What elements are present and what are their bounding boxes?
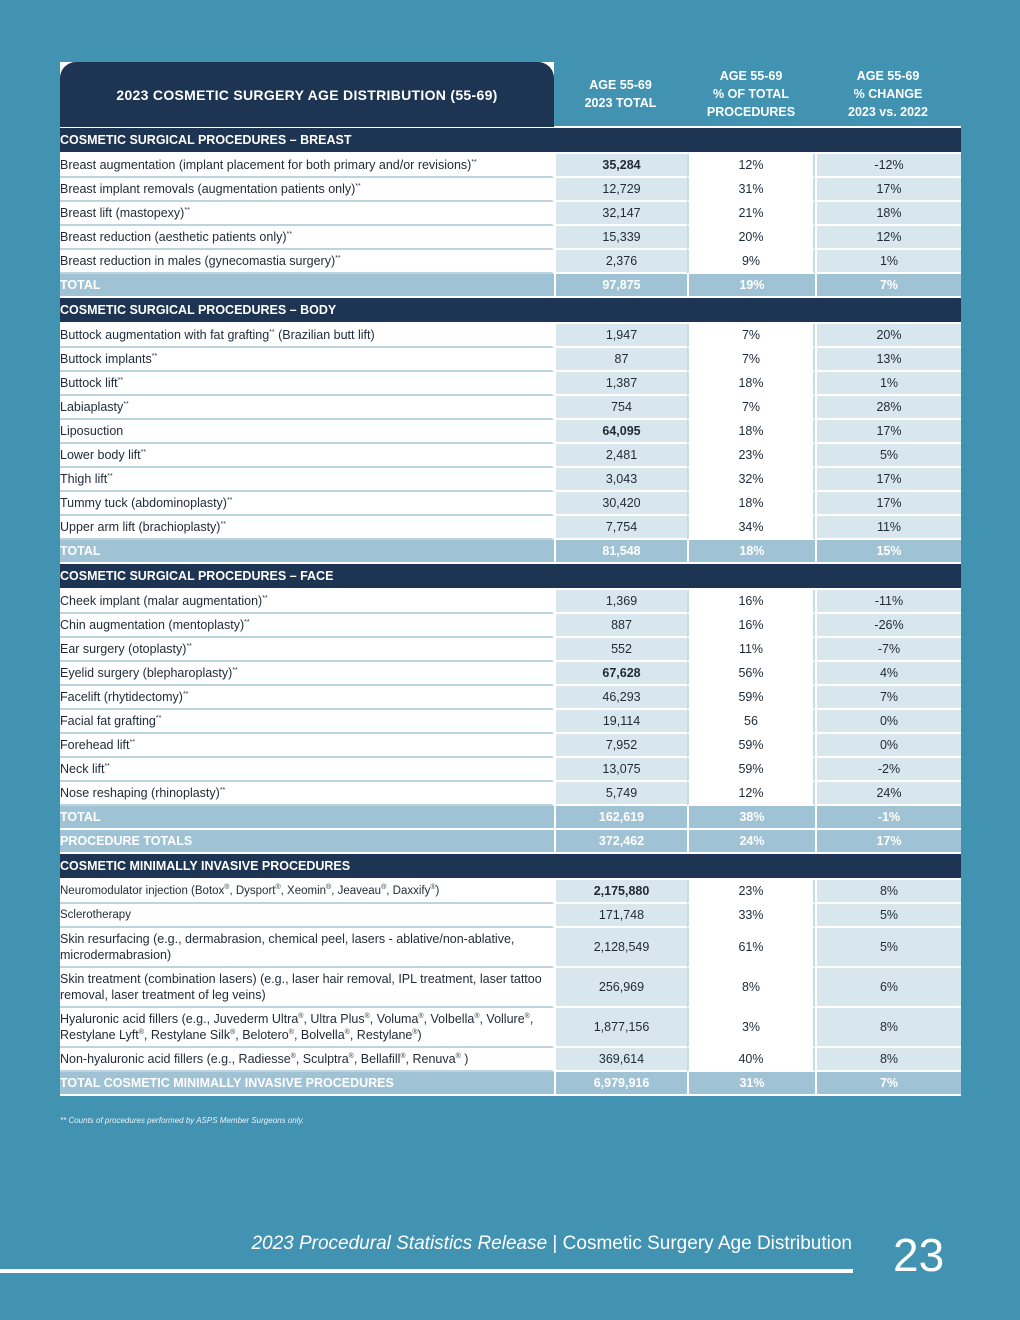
procedure-label: Breast implant removals (augmentation patients only)** xyxy=(60,178,554,202)
total-value: 30,420 xyxy=(554,492,687,516)
footer-section: Cosmetic Surgery Age Distribution xyxy=(562,1233,852,1254)
procedure-label: Nose reshaping (rhinoplasty)** xyxy=(60,782,554,806)
change-value: 8% xyxy=(815,880,961,904)
table-row xyxy=(60,516,961,540)
table-row xyxy=(60,348,961,372)
percent-value: 18% xyxy=(687,540,815,564)
percent-value: 32% xyxy=(687,468,815,492)
change-value: 8% xyxy=(815,1008,961,1048)
change-value: 0% xyxy=(815,734,961,758)
procedure-label: Skin resurfacing (e.g., dermabrasion, chemical peel, lasers - ablative/non-ablative, microdermabrasion) xyxy=(60,928,554,968)
table-row xyxy=(60,638,961,662)
percent-value: 23% xyxy=(687,880,815,904)
procedure-label: Labiaplasty** xyxy=(60,396,554,420)
percent-value: 18% xyxy=(687,372,815,396)
table-row xyxy=(60,968,961,1008)
procedure-label: Breast reduction (aesthetic patients only)** xyxy=(60,226,554,250)
col-header-percent: AGE 55-69 % OF TOTAL PROCEDURES xyxy=(687,62,815,128)
change-value: 24% xyxy=(815,782,961,806)
section-header-row xyxy=(60,854,961,880)
percent-value: 61% xyxy=(687,928,815,968)
change-value: -26% xyxy=(815,614,961,638)
table-row xyxy=(60,734,961,758)
change-value: 17% xyxy=(815,420,961,444)
percent-value: 7% xyxy=(687,348,815,372)
table-title: 2023 COSMETIC SURGERY AGE DISTRIBUTION (55-69) xyxy=(60,62,554,128)
table-row xyxy=(60,178,961,202)
total-value: 32,147 xyxy=(554,202,687,226)
section-header-row xyxy=(60,298,961,324)
procedure-label: Neck lift** xyxy=(60,758,554,782)
percent-value: 9% xyxy=(687,250,815,274)
procedure-label: Breast lift (mastopexy)** xyxy=(60,202,554,226)
change-value: 20% xyxy=(815,324,961,348)
change-value: 1% xyxy=(815,372,961,396)
change-value: 11% xyxy=(815,516,961,540)
total-value: 97,875 xyxy=(554,274,687,298)
percent-value: 21% xyxy=(687,202,815,226)
percent-value: 24% xyxy=(687,830,815,854)
percent-value: 7% xyxy=(687,396,815,420)
procedure-label: Forehead lift** xyxy=(60,734,554,758)
section-title: COSMETIC SURGICAL PROCEDURES – BODY xyxy=(60,298,961,324)
percent-value: 18% xyxy=(687,492,815,516)
footer-separator: | xyxy=(547,1233,563,1254)
total-value: 2,481 xyxy=(554,444,687,468)
procedure-label: Ear surgery (otoplasty)** xyxy=(60,638,554,662)
procedure-label: Buttock implants** xyxy=(60,348,554,372)
procedure-label: Cheek implant (malar augmentation)** xyxy=(60,590,554,614)
table-row xyxy=(60,492,961,516)
table-row xyxy=(60,1008,961,1048)
percent-value: 40% xyxy=(687,1048,815,1072)
change-value: 6% xyxy=(815,968,961,1008)
change-value: -12% xyxy=(815,154,961,178)
total-value: 552 xyxy=(554,638,687,662)
percent-value: 23% xyxy=(687,444,815,468)
total-value: 887 xyxy=(554,614,687,638)
percent-value: 11% xyxy=(687,638,815,662)
procedure-label: Non-hyaluronic acid fillers (e.g., Radiesse®, Sculptra®, Bellafill®, Renuva® ) xyxy=(60,1048,554,1072)
change-value: 0% xyxy=(815,710,961,734)
total-value: 1,369 xyxy=(554,590,687,614)
page-number: 23 xyxy=(893,1229,945,1281)
change-value: 12% xyxy=(815,226,961,250)
col-header-total: AGE 55-69 2023 TOTAL xyxy=(554,62,687,128)
change-value: 7% xyxy=(815,274,961,298)
total-value: 81,548 xyxy=(554,540,687,564)
percent-value: 59% xyxy=(687,758,815,782)
percent-value: 16% xyxy=(687,614,815,638)
section-title: COSMETIC SURGICAL PROCEDURES – FACE xyxy=(60,564,961,590)
percent-value: 33% xyxy=(687,904,815,928)
procedure-label: Chin augmentation (mentoplasty)** xyxy=(60,614,554,638)
total-value: 87 xyxy=(554,348,687,372)
table-row xyxy=(60,590,961,614)
total-value: 12,729 xyxy=(554,178,687,202)
table-row xyxy=(60,324,961,348)
footnote: ** Counts of procedures performed by ASPS Member Surgeons only. xyxy=(60,1116,305,1125)
change-value: -1% xyxy=(815,806,961,830)
total-value: 7,754 xyxy=(554,516,687,540)
change-value: 7% xyxy=(815,686,961,710)
percent-value: 3% xyxy=(687,1008,815,1048)
change-value: 15% xyxy=(815,540,961,564)
table-row xyxy=(60,250,961,274)
table-row xyxy=(60,396,961,420)
percent-value: 20% xyxy=(687,226,815,250)
change-value: 5% xyxy=(815,904,961,928)
total-label: PROCEDURE TOTALS xyxy=(60,830,554,854)
total-value: 369,614 xyxy=(554,1048,687,1072)
table-row xyxy=(60,420,961,444)
total-label: TOTAL xyxy=(60,540,554,564)
footer-title xyxy=(251,1233,852,1255)
change-value: 18% xyxy=(815,202,961,226)
section-title: COSMETIC MINIMALLY INVASIVE PROCEDURES xyxy=(60,854,961,880)
percent-value: 31% xyxy=(687,1072,815,1096)
table-row xyxy=(60,686,961,710)
table-row xyxy=(60,372,961,396)
total-label: TOTAL COSMETIC MINIMALLY INVASIVE PROCEDURES xyxy=(60,1072,554,1096)
table-row xyxy=(60,710,961,734)
percent-value: 19% xyxy=(687,274,815,298)
table-row xyxy=(60,758,961,782)
change-value: 7% xyxy=(815,1072,961,1096)
procedure-label: Buttock augmentation with fat grafting** (Brazilian butt lift) xyxy=(60,324,554,348)
table-body xyxy=(60,128,961,1096)
change-value: -7% xyxy=(815,638,961,662)
col-header-change: AGE 55-69 % CHANGE 2023 vs. 2022 xyxy=(815,62,961,128)
procedure-label: Facial fat grafting** xyxy=(60,710,554,734)
total-value: 1,947 xyxy=(554,324,687,348)
total-value: 2,128,549 xyxy=(554,928,687,968)
section-header-row xyxy=(60,128,961,154)
total-value: 19,114 xyxy=(554,710,687,734)
table-row xyxy=(60,444,961,468)
percent-value: 8% xyxy=(687,968,815,1008)
change-value: 5% xyxy=(815,444,961,468)
table-row xyxy=(60,202,961,226)
section-title: COSMETIC SURGICAL PROCEDURES – BREAST xyxy=(60,128,961,154)
change-value: -2% xyxy=(815,758,961,782)
table-row xyxy=(60,662,961,686)
table-row xyxy=(60,226,961,250)
total-value: 67,628 xyxy=(554,662,687,686)
total-label: TOTAL xyxy=(60,806,554,830)
change-value: -11% xyxy=(815,590,961,614)
total-value: 5,749 xyxy=(554,782,687,806)
percent-value: 59% xyxy=(687,686,815,710)
section-header-row xyxy=(60,564,961,590)
percent-value: 31% xyxy=(687,178,815,202)
procedure-label: Neuromodulator injection (Botox®, Dysport®, Xeomin®, Jeaveau®, Daxxify®) xyxy=(60,880,554,904)
total-value: 754 xyxy=(554,396,687,420)
percent-value: 16% xyxy=(687,590,815,614)
change-value: 17% xyxy=(815,178,961,202)
table-row xyxy=(60,1048,961,1072)
total-value: 256,969 xyxy=(554,968,687,1008)
change-value: 5% xyxy=(815,928,961,968)
total-row xyxy=(60,540,961,564)
table-row xyxy=(60,904,961,928)
table-row xyxy=(60,614,961,638)
total-value: 1,877,156 xyxy=(554,1008,687,1048)
footer-rule xyxy=(0,1269,853,1273)
procedure-label: Facelift (rhytidectomy)** xyxy=(60,686,554,710)
change-value: 17% xyxy=(815,830,961,854)
total-value: 162,619 xyxy=(554,806,687,830)
procedure-label: Liposuction xyxy=(60,420,554,444)
procedure-label: Hyaluronic acid fillers (e.g., Juvederm Ultra®, Ultra Plus®, Voluma®, Volbella®, Vollure®, Restylane Lyft®, Restylane Silk®, Belotero®, Bolvella®, Restylane®) xyxy=(60,1008,554,1048)
procedure-label: Sclerotherapy xyxy=(60,904,554,928)
table-row xyxy=(60,154,961,178)
total-row xyxy=(60,1072,961,1096)
percent-value: 34% xyxy=(687,516,815,540)
total-row xyxy=(60,806,961,830)
percent-value: 12% xyxy=(687,154,815,178)
change-value: 1% xyxy=(815,250,961,274)
total-value: 46,293 xyxy=(554,686,687,710)
total-value: 6,979,916 xyxy=(554,1072,687,1096)
table-row xyxy=(60,468,961,492)
procedure-label: Thigh lift** xyxy=(60,468,554,492)
total-value: 3,043 xyxy=(554,468,687,492)
percent-value: 56 xyxy=(687,710,815,734)
change-value: 13% xyxy=(815,348,961,372)
total-value: 7,952 xyxy=(554,734,687,758)
total-value: 1,387 xyxy=(554,372,687,396)
total-value: 15,339 xyxy=(554,226,687,250)
percent-value: 56% xyxy=(687,662,815,686)
total-row xyxy=(60,830,961,854)
total-value: 2,376 xyxy=(554,250,687,274)
total-row xyxy=(60,274,961,298)
total-value: 64,095 xyxy=(554,420,687,444)
change-value: 17% xyxy=(815,492,961,516)
percent-value: 7% xyxy=(687,324,815,348)
change-value: 17% xyxy=(815,468,961,492)
total-label: TOTAL xyxy=(60,274,554,298)
procedure-label: Breast reduction in males (gynecomastia surgery)** xyxy=(60,250,554,274)
total-value: 13,075 xyxy=(554,758,687,782)
change-value: 28% xyxy=(815,396,961,420)
total-value: 35,284 xyxy=(554,154,687,178)
table-row xyxy=(60,880,961,904)
table-row xyxy=(60,782,961,806)
age-distribution-table xyxy=(60,62,961,1096)
table-row xyxy=(60,928,961,968)
change-value: 4% xyxy=(815,662,961,686)
procedure-label: Eyelid surgery (blepharoplasty)** xyxy=(60,662,554,686)
percent-value: 38% xyxy=(687,806,815,830)
total-value: 171,748 xyxy=(554,904,687,928)
change-value: 8% xyxy=(815,1048,961,1072)
procedure-label: Tummy tuck (abdominoplasty)** xyxy=(60,492,554,516)
percent-value: 59% xyxy=(687,734,815,758)
procedure-label: Upper arm lift (brachioplasty)** xyxy=(60,516,554,540)
percent-value: 18% xyxy=(687,420,815,444)
procedure-label: Skin treatment (combination lasers) (e.g., laser hair removal, IPL treatment, laser tattoo removal, laser treatment of leg veins) xyxy=(60,968,554,1008)
procedure-label: Breast augmentation (implant placement for both primary and/or revisions)** xyxy=(60,154,554,178)
percent-value: 12% xyxy=(687,782,815,806)
table-header-row xyxy=(60,62,961,128)
footer-publication: 2023 Procedural Statistics Release xyxy=(251,1233,548,1254)
procedure-label: Buttock lift** xyxy=(60,372,554,396)
procedure-label: Lower body lift** xyxy=(60,444,554,468)
total-value: 2,175,880 xyxy=(554,880,687,904)
total-value: 372,462 xyxy=(554,830,687,854)
